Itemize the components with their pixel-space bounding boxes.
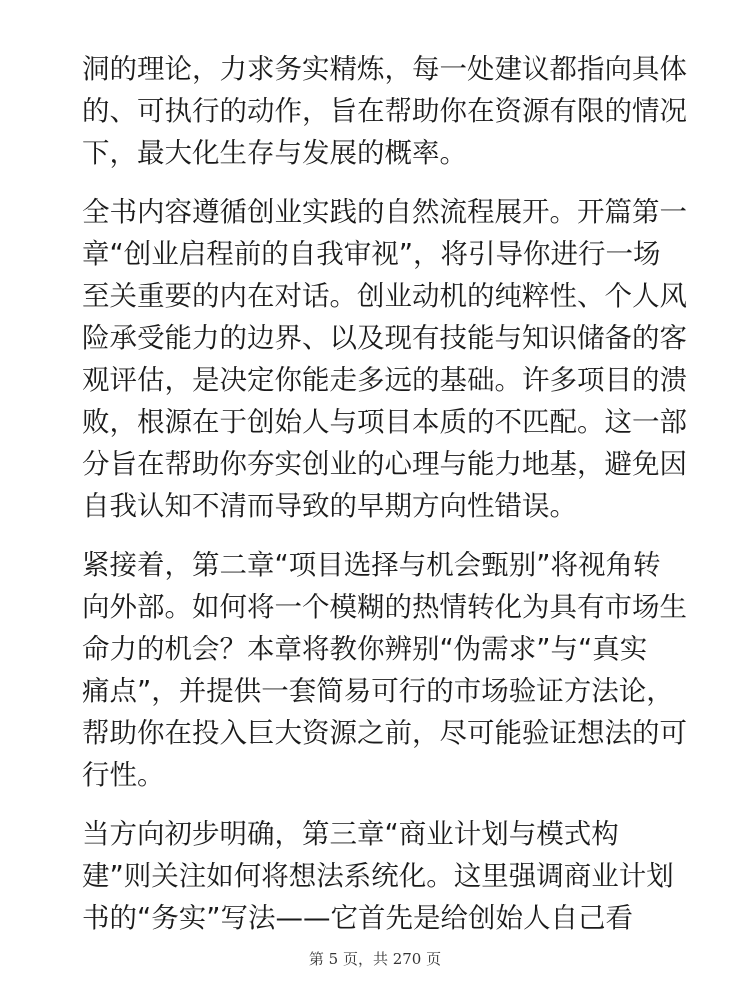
page-body (82, 48, 687, 956)
text-line: 行性。 (82, 759, 165, 791)
text-line: 至关重要的内在对话。创业动机的纯粹性、个人风 (82, 280, 687, 312)
paragraph-4 (82, 813, 682, 939)
text-line: 痛点”，并提供一套简易可行的市场验证方法论， (82, 675, 674, 707)
text-line: 观评估，是决定你能走多远的基础。许多项目的溃 (82, 364, 687, 396)
text-line: 当方向初步明确，第三章“商业计划与模式构 (82, 818, 619, 850)
text-line: 败，根源在于创始人与项目本质的不匹配。这一部 (82, 406, 687, 438)
text-line: 分旨在帮助你夯实创业的心理与能力地基，避免因 (82, 448, 687, 480)
text-line: 下，最大化生存与发展的概率。 (82, 137, 467, 169)
paragraph-1 (82, 48, 687, 174)
text-line: 章“创业启程前的自我审视”，将引导你进行一场 (82, 238, 661, 270)
text-line: 的、可执行的动作，旨在帮助你在资源有限的情况 (82, 95, 687, 127)
text-line: 帮助你在投入巨大资源之前，尽可能验证想法的可 (82, 717, 687, 749)
page-number-footer: 第 5 页，共 270 页 (308, 950, 442, 968)
text-line: 建”则关注如何将想法系统化。这里强调商业计划 (82, 860, 674, 892)
text-line: 洞的理论，力求务实精炼，每一处建议都指向具体 (82, 53, 687, 85)
text-line: 紧接着，第二章“项目选择与机会甄别”将视角转 (82, 549, 661, 581)
text-line: 书的“务实”写法——它首先是给创始人自己看 (82, 902, 633, 934)
paragraph-2 (82, 191, 687, 527)
text-line: 自我认知不清而导致的早期方向性错误。 (82, 490, 577, 522)
text-line: 全书内容遵循创业实践的自然流程展开。开篇第一 (82, 196, 687, 228)
text-line: 向外部。如何将一个模糊的热情转化为具有市场生 (82, 591, 687, 623)
text-line: 命力的机会？本章将教你辨别“伪需求”与“真实 (82, 633, 648, 665)
text-line: 险承受能力的边界、以及现有技能与知识储备的客 (82, 322, 687, 354)
paragraph-3 (82, 544, 687, 796)
